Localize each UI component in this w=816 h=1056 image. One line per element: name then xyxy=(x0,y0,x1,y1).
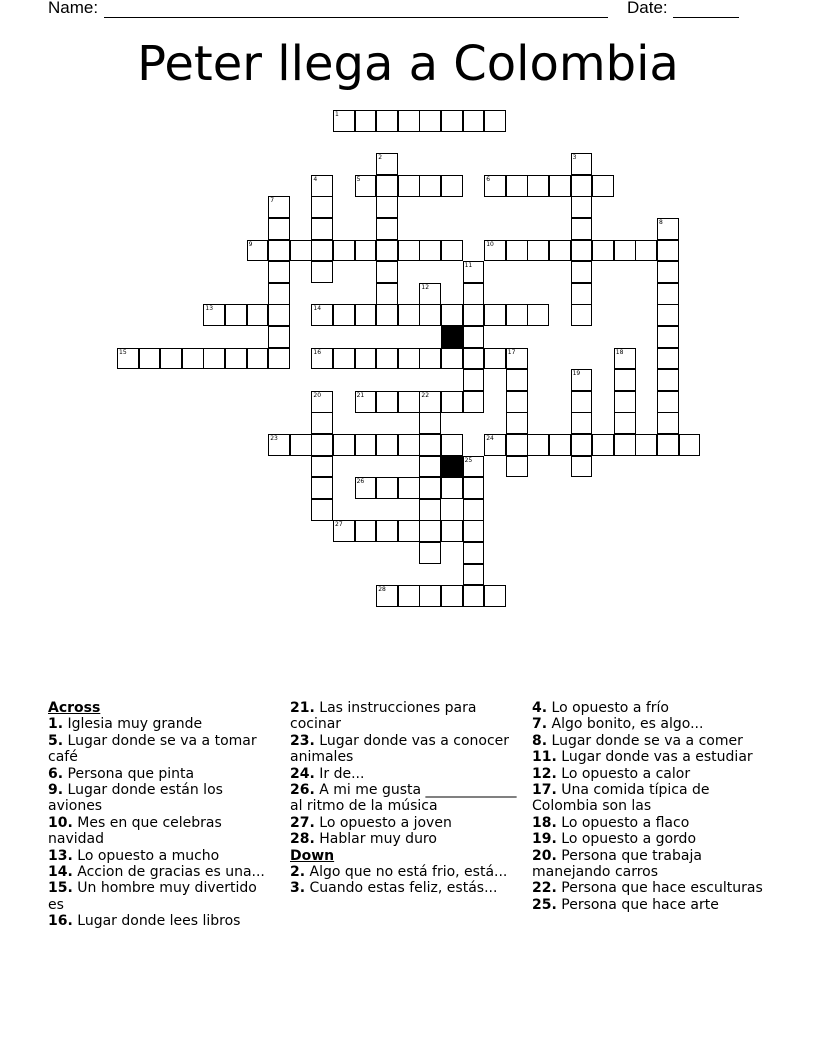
clue-text: A mi me gusta _____________ al ritmo de la música xyxy=(290,782,517,815)
clue-number-label: 14. xyxy=(48,864,73,881)
grid-cell[interactable] xyxy=(657,240,679,262)
grid-cell[interactable] xyxy=(571,283,593,305)
grid-cell[interactable] xyxy=(355,175,377,197)
grid-cell[interactable] xyxy=(571,412,593,434)
clue-number-label: 11. xyxy=(532,749,557,766)
grid-cell[interactable] xyxy=(527,175,549,197)
grid-cell[interactable] xyxy=(484,304,506,326)
grid-cell[interactable] xyxy=(398,585,420,607)
grid-cell[interactable] xyxy=(376,110,398,132)
clue-number: 5 xyxy=(356,175,361,183)
clue-number: 16 xyxy=(313,348,322,356)
clue-number: 3 xyxy=(572,154,577,162)
clue-number: 19 xyxy=(572,370,581,378)
clue-number-label: 22. xyxy=(532,880,557,897)
clue-number: 4 xyxy=(313,175,318,183)
grid-cell[interactable] xyxy=(571,369,593,391)
clue-down-4 xyxy=(532,700,772,716)
clue-column-1 xyxy=(48,700,276,930)
grid-cell[interactable] xyxy=(657,218,679,240)
grid-cell[interactable] xyxy=(419,520,441,542)
clue-number: 1 xyxy=(335,111,339,118)
clue-across-28 xyxy=(290,831,526,847)
grid-cell[interactable] xyxy=(139,348,161,370)
clue-text: Iglesia muy grande xyxy=(63,716,203,733)
clue-across-16 xyxy=(48,913,276,929)
clue-number: 20 xyxy=(313,391,322,399)
grid-cell[interactable] xyxy=(398,520,420,542)
grid-cell[interactable] xyxy=(311,240,333,262)
clue-text: Algo bonito, es algo... xyxy=(547,716,704,733)
grid-cell[interactable] xyxy=(506,240,528,262)
clue-down-8 xyxy=(532,733,772,749)
grid-cell[interactable] xyxy=(571,261,593,283)
grid-cell[interactable] xyxy=(592,240,614,262)
clue-number: 7 xyxy=(270,197,275,205)
grid-cell[interactable] xyxy=(311,261,333,283)
clue-down-3 xyxy=(290,880,526,896)
grid-cell[interactable] xyxy=(506,434,528,456)
grid-cell[interactable] xyxy=(333,110,355,132)
clue-across-13 xyxy=(48,848,276,864)
grid-cell[interactable] xyxy=(376,153,398,175)
grid-cell[interactable] xyxy=(376,196,398,218)
grid-cell[interactable] xyxy=(311,196,333,218)
grid-cell[interactable] xyxy=(311,434,333,456)
clue-text: Lugar donde lees libros xyxy=(72,913,241,930)
grid-cell[interactable] xyxy=(419,348,441,370)
clue-number: 13 xyxy=(205,305,214,313)
grid-cell[interactable] xyxy=(463,369,485,391)
grid-cell[interactable] xyxy=(419,283,441,305)
grid-cell[interactable] xyxy=(311,456,333,478)
clue-number: 2 xyxy=(378,154,383,162)
grid-cell[interactable] xyxy=(355,520,377,542)
grid-cell[interactable] xyxy=(333,348,355,370)
grid-cell[interactable] xyxy=(247,240,269,262)
clue-number-label: 17. xyxy=(532,782,557,799)
grid-cell[interactable] xyxy=(376,261,398,283)
grid-cell[interactable] xyxy=(419,434,441,456)
grid-cell[interactable] xyxy=(355,477,377,499)
across-heading: Across xyxy=(48,700,101,716)
grid-cell[interactable] xyxy=(463,391,485,413)
clue-number: 10 xyxy=(486,240,494,248)
clue-number: 11 xyxy=(464,262,473,270)
clue-number-label: 10. xyxy=(48,814,73,831)
grid-cell[interactable] xyxy=(376,240,398,262)
clue-number-label: 12. xyxy=(532,765,557,782)
clue-number-label: 8. xyxy=(532,732,548,749)
grid-cell[interactable] xyxy=(506,456,528,478)
grid-cell[interactable] xyxy=(311,391,333,413)
clue-number-label: 4. xyxy=(532,700,548,716)
clue-across-27 xyxy=(290,815,526,831)
clue-number-label: 9. xyxy=(48,782,64,799)
clue-down-19 xyxy=(532,831,772,847)
grid-cell[interactable] xyxy=(355,110,377,132)
grid-cell[interactable] xyxy=(463,564,485,586)
clue-across-6 xyxy=(48,766,276,782)
grid-cell[interactable] xyxy=(311,304,333,326)
grid-cell[interactable] xyxy=(419,304,441,326)
grid-cell[interactable] xyxy=(333,240,355,262)
grid-cell[interactable] xyxy=(290,240,312,262)
grid-cell[interactable] xyxy=(355,348,377,370)
clue-text: Cuando estas feliz, estás... xyxy=(305,880,498,897)
clue-number-label: 19. xyxy=(532,831,557,848)
clue-text: Las instrucciones para cocinar xyxy=(290,700,477,733)
grid-cell[interactable] xyxy=(463,283,485,305)
clue-number-label: 27. xyxy=(290,814,315,831)
clue-number-label: 20. xyxy=(532,847,557,864)
grid-cell[interactable] xyxy=(311,477,333,499)
grid-cell[interactable] xyxy=(311,218,333,240)
clue-text: Persona que hace arte xyxy=(556,896,719,913)
clue-number: 17 xyxy=(507,348,516,356)
grid-cell[interactable] xyxy=(376,391,398,413)
grid-cell[interactable] xyxy=(635,240,657,262)
clue-down-17 xyxy=(532,782,772,815)
grid-cell[interactable] xyxy=(441,434,463,456)
grid-cell[interactable] xyxy=(311,499,333,521)
grid-cell[interactable] xyxy=(268,326,290,348)
clue-column-3 xyxy=(532,700,772,913)
date-label: Date: xyxy=(627,0,668,17)
grid-cell[interactable] xyxy=(441,585,463,607)
clue-across-10 xyxy=(48,815,276,848)
grid-cell[interactable] xyxy=(463,348,485,370)
clue-text: Mes en que celebras navidad xyxy=(48,814,222,848)
grid-cell[interactable] xyxy=(441,240,463,262)
grid-cell[interactable] xyxy=(398,240,420,262)
grid-cell[interactable] xyxy=(571,240,593,262)
grid-cell[interactable] xyxy=(506,348,528,370)
grid-cell[interactable] xyxy=(506,412,528,434)
clue-number: 15 xyxy=(119,348,127,356)
grid-cell[interactable] xyxy=(571,456,593,478)
clue-number-label: 7. xyxy=(532,716,548,733)
grid-cell[interactable] xyxy=(333,520,355,542)
grid-cell[interactable] xyxy=(441,348,463,370)
grid-cell[interactable] xyxy=(635,434,657,456)
grid-cell[interactable] xyxy=(441,520,463,542)
clue-text: Una comida típica de Colombia son las xyxy=(532,782,710,815)
grid-cell[interactable] xyxy=(484,348,506,370)
grid-cell[interactable] xyxy=(419,456,441,478)
clue-number: 23 xyxy=(270,435,278,442)
grid-cell[interactable] xyxy=(506,304,528,326)
clue-number-label: 23. xyxy=(290,732,315,749)
grid-cell[interactable] xyxy=(398,391,420,413)
grid-cell[interactable] xyxy=(398,304,420,326)
clue-down-18 xyxy=(532,815,772,831)
clue-down-12 xyxy=(532,766,772,782)
grid-cell[interactable] xyxy=(441,175,463,197)
clue-number: 6 xyxy=(486,175,491,183)
clue-down-11 xyxy=(532,749,772,765)
grid-cell[interactable] xyxy=(614,391,636,413)
grid-cell[interactable] xyxy=(268,240,290,262)
clue-down-25 xyxy=(532,897,772,913)
grid-cell[interactable] xyxy=(571,196,593,218)
clue-number: 27 xyxy=(335,521,343,529)
grid-cell[interactable] xyxy=(398,477,420,499)
clue-text: Persona que pinta xyxy=(63,765,195,782)
grid-cell[interactable] xyxy=(355,391,377,413)
grid-cell[interactable] xyxy=(614,412,636,434)
grid-cell[interactable] xyxy=(419,175,441,197)
clue-down-22 xyxy=(532,880,772,896)
clue-across-21 xyxy=(290,700,526,733)
clue-text: Accion de gracias es una... xyxy=(72,864,265,881)
page-title: Peter llega a Colombia xyxy=(137,36,679,92)
clue-number-label: 25. xyxy=(532,896,557,913)
grid-cell[interactable] xyxy=(527,240,549,262)
grid-cell[interactable] xyxy=(398,434,420,456)
grid-cell[interactable] xyxy=(419,110,441,132)
name-label: Name: xyxy=(48,0,99,17)
grid-cell[interactable] xyxy=(463,261,485,283)
grid-cell[interactable] xyxy=(441,391,463,413)
grid-cell[interactable] xyxy=(463,520,485,542)
grid-cell[interactable] xyxy=(311,175,333,197)
grid-cell[interactable] xyxy=(376,283,398,305)
clue-across-14 xyxy=(48,864,276,880)
grid-cell[interactable] xyxy=(225,304,247,326)
clue-across-5 xyxy=(48,733,276,766)
clue-number-label: 15. xyxy=(48,880,73,897)
grid-cell[interactable] xyxy=(657,261,679,283)
grid-cell[interactable] xyxy=(527,434,549,456)
grid-cell[interactable] xyxy=(419,585,441,607)
clue-text: Lo opuesto a flaco xyxy=(556,814,690,831)
clue-text: Lugar donde se va a comer xyxy=(547,732,743,749)
grid-cell[interactable] xyxy=(160,348,182,370)
clue-number-label: 1. xyxy=(48,716,64,733)
clue-text: Persona que hace esculturas xyxy=(556,880,763,897)
clue-text: Lo opuesto a calor xyxy=(556,765,691,782)
grid-cell[interactable] xyxy=(463,110,485,132)
clue-number-label: 18. xyxy=(532,814,557,831)
grid-cell[interactable] xyxy=(182,348,204,370)
grid-cell[interactable] xyxy=(463,477,485,499)
clue-number: 14 xyxy=(313,305,322,313)
grid-cell[interactable] xyxy=(463,304,485,326)
clue-number: 12 xyxy=(421,283,430,291)
grid-cell[interactable] xyxy=(333,434,355,456)
grid-cell[interactable] xyxy=(657,391,679,413)
grid-cell[interactable] xyxy=(376,175,398,197)
grid-cell[interactable] xyxy=(268,261,290,283)
grid-cell[interactable] xyxy=(657,412,679,434)
grid-cell[interactable] xyxy=(398,110,420,132)
grid-cell[interactable] xyxy=(657,369,679,391)
grid-cell[interactable] xyxy=(657,304,679,326)
clue-number-label: 5. xyxy=(48,732,64,749)
clue-text: Lo opuesto a joven xyxy=(314,814,452,831)
grid-cell[interactable] xyxy=(549,434,571,456)
grid-cell[interactable] xyxy=(463,326,485,348)
clue-text: Un hombre muy divertido es xyxy=(48,880,257,913)
grid-cell[interactable] xyxy=(376,218,398,240)
grid-cell[interactable] xyxy=(419,240,441,262)
grid-cell[interactable] xyxy=(441,304,463,326)
grid-cell[interactable] xyxy=(247,304,269,326)
grid-cell[interactable] xyxy=(614,369,636,391)
black-cell xyxy=(441,326,463,348)
clue-text: Algo que no está frio, está... xyxy=(305,864,508,881)
clue-across-15 xyxy=(48,880,276,913)
grid-cell[interactable] xyxy=(463,542,485,564)
grid-cell[interactable] xyxy=(679,434,701,456)
grid-cell[interactable] xyxy=(549,175,571,197)
clue-number: 25 xyxy=(464,456,473,464)
clue-across-1 xyxy=(48,716,276,732)
grid-cell[interactable] xyxy=(268,304,290,326)
grid-cell[interactable] xyxy=(571,391,593,413)
grid-cell[interactable] xyxy=(376,348,398,370)
grid-cell[interactable] xyxy=(311,348,333,370)
clue-number-label: 21. xyxy=(290,700,315,716)
clue-number-label: 26. xyxy=(290,782,315,799)
grid-cell[interactable] xyxy=(117,348,139,370)
clue-text: Lo opuesto a frío xyxy=(547,700,669,716)
grid-cell[interactable] xyxy=(657,326,679,348)
clue-number: 18 xyxy=(615,348,624,356)
clue-text: Lugar donde se va a tomar café xyxy=(48,732,257,766)
clue-number: 22 xyxy=(421,391,430,399)
grid-cell[interactable] xyxy=(268,434,290,456)
grid-cell[interactable] xyxy=(419,412,441,434)
clue-number-label: 2. xyxy=(290,864,306,881)
clue-number: 9 xyxy=(248,240,253,248)
grid-cell[interactable] xyxy=(657,283,679,305)
clue-number: 26 xyxy=(356,478,365,486)
grid-cell[interactable] xyxy=(311,412,333,434)
grid-cell[interactable] xyxy=(268,218,290,240)
grid-cell[interactable] xyxy=(484,110,506,132)
clue-text: Lo opuesto a gordo xyxy=(556,831,697,848)
grid-cell[interactable] xyxy=(268,348,290,370)
clue-across-26 xyxy=(290,782,526,815)
clue-number-label: 3. xyxy=(290,880,306,897)
grid-cell[interactable] xyxy=(268,283,290,305)
grid-cell[interactable] xyxy=(463,456,485,478)
clue-across-9 xyxy=(48,782,276,815)
clue-number-label: 24. xyxy=(290,765,315,782)
clue-number-label: 13. xyxy=(48,847,73,864)
grid-cell[interactable] xyxy=(506,369,528,391)
grid-cell[interactable] xyxy=(376,585,398,607)
grid-cell[interactable] xyxy=(484,585,506,607)
grid-cell[interactable] xyxy=(419,477,441,499)
black-cell xyxy=(441,456,463,478)
grid-cell[interactable] xyxy=(571,434,593,456)
clue-down-7 xyxy=(532,716,772,732)
grid-cell[interactable] xyxy=(571,175,593,197)
clue-number-label: 6. xyxy=(48,765,64,782)
clue-text: Lugar donde vas a estudiar xyxy=(556,749,753,766)
grid-cell[interactable] xyxy=(441,477,463,499)
down-heading: Down xyxy=(290,847,335,864)
grid-cell[interactable] xyxy=(203,304,225,326)
clue-text: Lugar donde están los aviones xyxy=(48,782,223,815)
grid-cell[interactable] xyxy=(571,304,593,326)
grid-cell[interactable] xyxy=(614,240,636,262)
grid-cell[interactable] xyxy=(398,175,420,197)
grid-cell[interactable] xyxy=(592,434,614,456)
grid-cell[interactable] xyxy=(441,110,463,132)
clue-across-24 xyxy=(290,766,526,782)
grid-cell[interactable] xyxy=(225,348,247,370)
clue-column-2 xyxy=(290,700,526,897)
clue-down-20 xyxy=(532,848,772,881)
grid-cell[interactable] xyxy=(614,348,636,370)
grid-cell[interactable] xyxy=(463,499,485,521)
grid-cell[interactable] xyxy=(376,434,398,456)
clue-text: Ir de... xyxy=(314,765,365,782)
grid-cell[interactable] xyxy=(657,434,679,456)
clue-text: Hablar muy duro xyxy=(314,831,437,848)
clue-number-label: 16. xyxy=(48,913,73,930)
grid-cell[interactable] xyxy=(268,196,290,218)
grid-cell[interactable] xyxy=(355,240,377,262)
grid-cell[interactable] xyxy=(484,175,506,197)
grid-cell[interactable] xyxy=(419,542,441,564)
grid-cell[interactable] xyxy=(355,434,377,456)
grid-cell[interactable] xyxy=(571,153,593,175)
grid-cell[interactable] xyxy=(549,240,571,262)
clue-across-23 xyxy=(290,733,526,766)
clue-down-2 xyxy=(290,864,526,880)
grid-cell[interactable] xyxy=(657,348,679,370)
grid-cell[interactable] xyxy=(614,434,636,456)
grid-cell[interactable] xyxy=(419,499,441,521)
clue-number: 8 xyxy=(659,219,663,226)
grid-cell[interactable] xyxy=(419,391,441,413)
clue-number: 24 xyxy=(486,435,494,442)
grid-cell[interactable] xyxy=(484,434,506,456)
grid-cell[interactable] xyxy=(506,175,528,197)
grid-cell[interactable] xyxy=(247,348,269,370)
grid-cell[interactable] xyxy=(506,391,528,413)
clue-text: Lo opuesto a mucho xyxy=(72,847,220,864)
clue-number: 21 xyxy=(356,391,365,399)
grid-cell[interactable] xyxy=(398,348,420,370)
grid-cell[interactable] xyxy=(290,434,312,456)
clue-text: Persona que trabaja manejando carros xyxy=(532,847,702,881)
grid-cell[interactable] xyxy=(376,520,398,542)
clue-number-label: 28. xyxy=(290,831,315,848)
grid-cell[interactable] xyxy=(333,304,355,326)
grid-cell[interactable] xyxy=(527,304,549,326)
grid-cell[interactable] xyxy=(355,304,377,326)
grid-cell[interactable] xyxy=(592,175,614,197)
grid-cell[interactable] xyxy=(571,218,593,240)
grid-cell[interactable] xyxy=(463,585,485,607)
grid-cell[interactable] xyxy=(376,477,398,499)
grid-cell[interactable] xyxy=(203,348,225,370)
clue-text: Lugar donde vas a conocer animales xyxy=(290,732,510,766)
clue-number: 28 xyxy=(378,586,386,594)
grid-cell[interactable] xyxy=(376,304,398,326)
grid-cell[interactable] xyxy=(484,240,506,262)
